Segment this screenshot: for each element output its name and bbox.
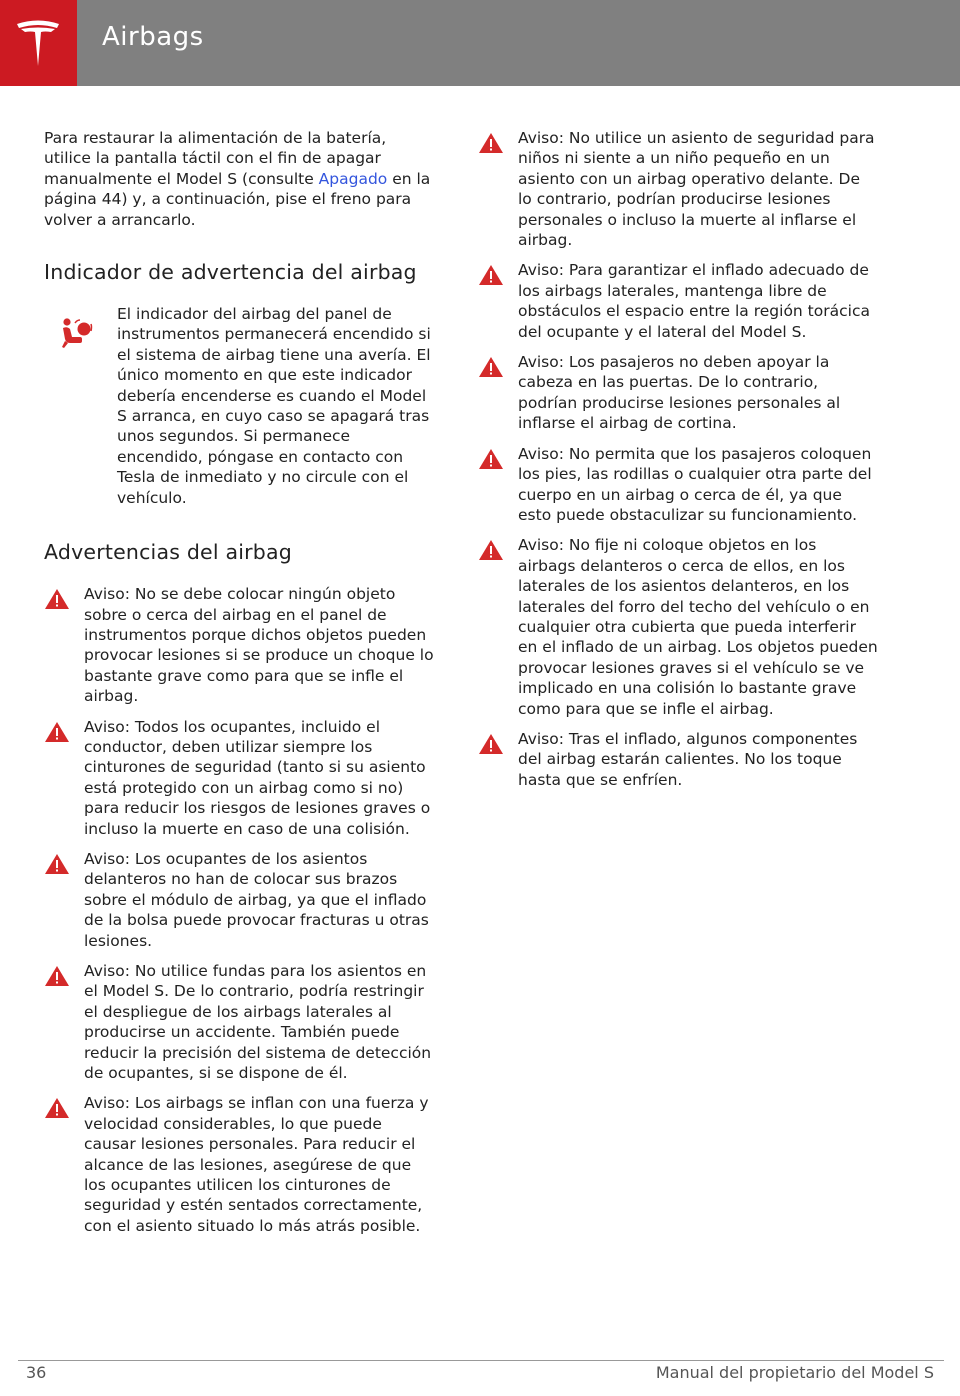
warning-item — [44, 717, 434, 839]
warning-item — [44, 584, 434, 706]
warning-triangle-icon — [478, 539, 504, 561]
warning-triangle-icon — [478, 264, 504, 286]
warning-item — [44, 961, 434, 1083]
warning-triangle-icon — [478, 733, 504, 755]
warning-item — [478, 535, 878, 719]
warnings-heading: Advertencias del airbag — [44, 540, 292, 565]
right-column — [478, 128, 878, 800]
airbag-warning-icon — [58, 314, 94, 350]
apagado-link[interactable]: Apagado — [318, 169, 388, 188]
warning-text: Aviso: No utilice un asiento de seguridad para niños ni siente a un niño pequeño en un asiento con un airbag operativo delante. De lo contrario, podrían producirse lesiones personales o incluso la muerte al inflarse el airbag. — [518, 129, 875, 250]
warning-item — [478, 729, 878, 790]
warning-triangle-icon — [44, 1097, 70, 1119]
warning-triangle-icon — [478, 448, 504, 470]
warning-item — [478, 352, 878, 434]
intro-paragraph: Para restaurar la alimentación de la batería, utilice la pantalla táctil con el fin de apagar manualmente el Model S (consulte Apagado en la página 44) y, a continuación, pise el freno para volver a arrancarlo. — [44, 129, 431, 229]
warning-text: Aviso: Todos los ocupantes, incluido el conductor, deben utilizar siempre los cinturones de seguridad (tanto si su asiento está protegido con un airbag como si no) para reducir los riesgos de lesiones graves o incluso la muerte en caso de una colisión. — [84, 717, 431, 838]
warning-triangle-icon — [44, 721, 70, 743]
warning-item — [478, 260, 878, 342]
airbag-indicator-block — [44, 304, 434, 508]
warning-item — [44, 1093, 434, 1236]
page-title: Airbags — [102, 22, 204, 52]
warning-text: Aviso: No permita que los pasajeros coloquen los pies, las rodillas o cualquier otra parte del cuerpo en un airbag o cerca de él, ya que esto puede obstaculizar su funcionamiento. — [518, 444, 872, 524]
document-title: Manual del propietario del Model S — [655, 1363, 934, 1382]
page-number: 36 — [26, 1363, 47, 1382]
footer-divider — [18, 1360, 944, 1361]
warning-item — [478, 128, 878, 250]
warning-triangle-icon — [478, 132, 504, 154]
tesla-logo-icon — [15, 18, 61, 68]
indicator-heading: Indicador de advertencia del airbag — [44, 260, 417, 285]
warning-triangle-icon — [44, 588, 70, 610]
warning-text: Aviso: Los ocupantes de los asientos delanteros no han de colocar sus brazos sobre el módulo de airbag, ya que el inflado de la bolsa puede provocar fracturas u otras lesiones. — [84, 849, 429, 950]
left-column — [44, 128, 434, 1246]
tesla-logo — [0, 0, 77, 86]
warning-triangle-icon — [44, 965, 70, 987]
warning-text: Aviso: No fije ni coloque objetos en los airbags delanteros o cerca de ellos, en los laterales de los asientos delanteros, en los laterales del forro del techo del vehículo o en cualquier otra cubierta que pueda interferir en el inflado de un airbag. Los objetos pueden provocar lesiones graves si el vehículo se ve implicado en una colisión lo bastante grave como para que se infle el airbag. — [518, 536, 878, 718]
warning-triangle-icon — [44, 853, 70, 875]
warning-text: Aviso: Tras el inflado, algunos componentes del airbag estarán calientes. No los toque hasta que se enfríen. — [518, 729, 858, 789]
indicator-text: El indicador del airbag del panel de instrumentos permanecerá encendido si el sistema de airbag tiene una avería. El único momento en que este indicador debería encenderse es cuando el Model S arranca, en cuyo caso se apagará tras unos segundos. Si permanece encendido, póngase en contacto con Tesla de inmediato y no circule con el vehículo. — [117, 305, 431, 507]
warning-text: Aviso: Para garantizar el inflado adecuado de los airbags laterales, mantenga libre de obstáculos el espacio entre la región torácica del ocupante y el lateral del Model S. — [518, 261, 870, 341]
page-header — [0, 0, 960, 86]
warning-triangle-icon — [478, 356, 504, 378]
warning-text: Aviso: No utilice fundas para los asientos en el Model S. De lo contrario, podría restringir el despliegue de los airbags laterales al producirse un accidente. También puede reducir la precisión del sistema de detección de ocupantes, si se dispone de él. — [84, 962, 432, 1083]
warning-text: Aviso: Los airbags se inflan con una fuerza y velocidad considerables, lo que puede causar lesiones personales. Para reducir el alcance de las lesiones, asegúrese de que los ocupantes utilicen los cinturones de seguridad y estén sentados correctamente, con el asiento situado lo más atrás posible. — [84, 1094, 429, 1235]
warning-item — [44, 849, 434, 951]
warning-item — [478, 444, 878, 526]
warning-text: Aviso: Los pasajeros no deben apoyar la cabeza en las puertas. De lo contrario, podrían producirse lesiones personales al inflarse el airbag de cortina. — [518, 353, 841, 433]
warning-text: Aviso: No se debe colocar ningún objeto sobre o cerca del airbag en el panel de instrumentos porque dichos objetos pueden provocar lesiones si se produce un choque lo bastante grave como para que se infle el airbag. — [84, 585, 434, 706]
